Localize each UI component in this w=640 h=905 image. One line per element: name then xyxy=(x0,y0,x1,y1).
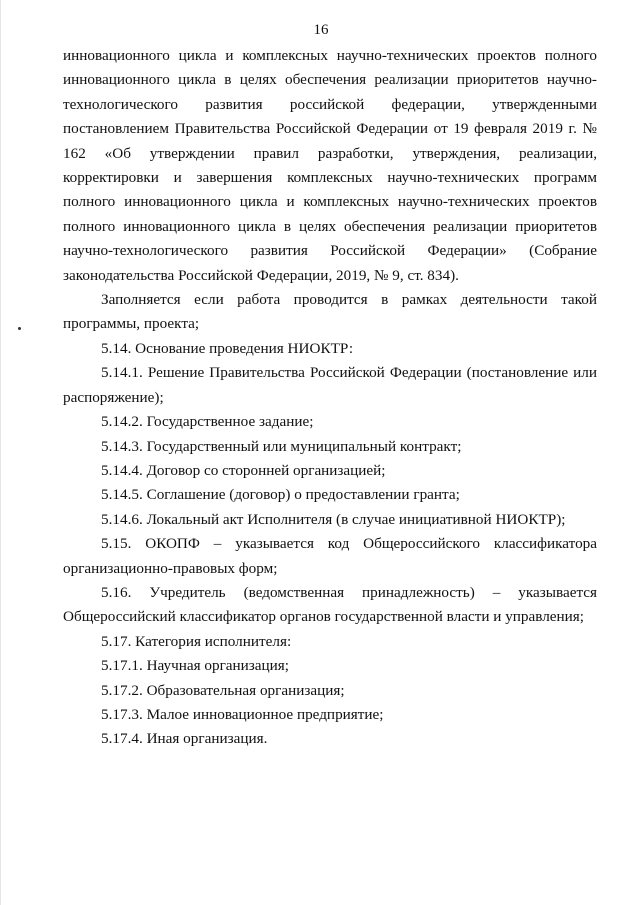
item-5-14-2: 5.14.2. Государственное задание; xyxy=(101,413,314,431)
scan-speck xyxy=(18,327,21,330)
item-5-14-1: 5.14.1. Решение Правительства Российской Федерации (постановление или распоряжение); xyxy=(63,364,597,406)
item-5-14-3: 5.14.3. Государственный или муниципальный контракт; xyxy=(101,437,462,455)
item-5-14: 5.14. Основание проведения НИОКТР: xyxy=(101,339,354,357)
paragraph-note: Заполняется если работа проводится в рамках деятельности такой программы, проекта; xyxy=(63,291,597,333)
item-5-14-5: 5.14.5. Соглашение (договор) о предоставлении гранта; xyxy=(101,486,460,504)
item-5-17-1: 5.17.1. Научная организация; xyxy=(101,657,289,675)
item-5-14-6: 5.14.6. Локальный акт Исполнителя (в случае инициативной НИОКТР); xyxy=(101,510,566,528)
item-5-17-2: 5.17.2. Образовательная организация; xyxy=(101,681,345,699)
item-5-17-3: 5.17.3. Малое инновационное предприятие; xyxy=(101,705,384,723)
item-5-16: 5.16. Учредитель (ведомственная принадлежность) – указывается Общероссийский классификатор органов государственной власти и управления; xyxy=(63,583,597,626)
item-5-17: 5.17. Категория исполнителя: xyxy=(101,632,292,650)
page-number: 16 xyxy=(313,22,329,38)
document-body xyxy=(63,44,597,752)
item-5-17-4: 5.17.4. Иная организация. xyxy=(101,730,268,748)
paragraph-continuation: инновационного цикла и комплексных научно-технических проектов полного инновационного цикла в целях обеспечения реализации приоритетов научно-технологического развития российской федерации, утвержденными постановлением Правительства Российской Федерации от 19 февраля 2019 г. № 162 «Об утверждении правил разработки, утверждения, реализации, корректировки и завершения комплексных научно-технических программ полного инновационного цикла и комплексных научно-технических проектов полного инновационного цикла в целях обеспечения реализации приоритетов научно-технологического развития Российской Федерации» (Собрание законодательства Российской Федерации, 2019, № 9, ст. 834). xyxy=(63,47,597,284)
item-5-14-4: 5.14.4. Договор со сторонней организацией; xyxy=(101,461,386,479)
item-5-15: 5.15. ОКОПФ – указывается код Общероссийского классификатора организационно-правовых форм; xyxy=(63,535,597,577)
